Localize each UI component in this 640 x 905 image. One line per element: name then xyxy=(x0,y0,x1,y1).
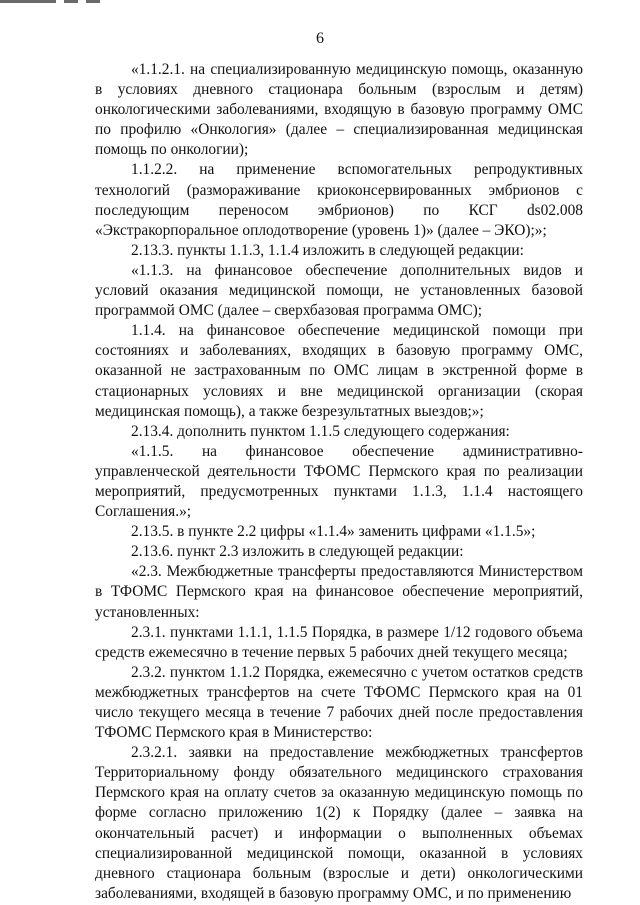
paragraph-2.13.3: 2.13.3. пункты 1.1.3, 1.1.4 изложить в следующей редакции: xyxy=(131,241,524,259)
scan-mark xyxy=(86,0,100,3)
paragraph-1.1.4: 1.1.4. на финансовое обеспечение медицинской помощи при состояниях и заболеваниях, входящих в базовую программу ОМС, оказанной не застрахованным по ОМС лицам в экстренной форме в стационарных условиях и вне медицинской организации (скорая медицинская помощь), а также безрезультатных выездов;»; xyxy=(95,322,583,420)
paragraph-2.13.6: 2.13.6. пункт 2.3 изложить в следующей редакции: xyxy=(131,543,464,561)
scan-mark xyxy=(0,0,56,3)
paragraph-1.1.2.2: 1.1.2.2. на применение вспомогательных репродуктивных технологий (размораживание криоконсервированных эмбрионов с последующим переносом эмбрионов) по КСГ ds02.008 «Экстракорпоральное оплодотворение (уровень 1)» (далее – ЭКО);»; xyxy=(95,161,583,239)
paragraph-1.1.3: «1.1.3. на финансовое обеспечение дополнительных видов и условий оказания медицинской помощи, не установленных базовой программой ОМС (далее – сверхбазовая программа ОМС); xyxy=(95,261,583,320)
paragraph-2.3.1: 2.3.1. пунктами 1.1.1, 1.1.5 Порядка, в размере 1/12 годового объема средств ежемесячно в течение первых 5 рабочих дней текущего месяца; xyxy=(95,623,583,661)
paragraph-2.3: «2.3. Межбюджетные трансферты предоставляются Министерством в ТФОМС Пермского края на финансовое обеспечение мероприятий, установленных: xyxy=(95,563,583,621)
paragraph-2.13.4: 2.13.4. дополнить пунктом 1.1.5 следующего содержания: xyxy=(131,422,510,440)
scan-mark xyxy=(64,0,78,3)
paragraph-2.13.5: 2.13.5. в пункте 2.2 цифры «1.1.4» заменить цифрами «1.1.5»; xyxy=(131,523,536,541)
page-number: 6 xyxy=(316,30,324,47)
document-body xyxy=(95,60,583,904)
paragraph-2.3.2: 2.3.2. пунктом 1.1.2 Порядка, ежемесячно с учетом остатков средств межбюджетных трансфертов на счете ТФОМС Пермского края на 01 число текущего месяца в течение 7 рабочих дней после предоставления ТФОМС Пермского края в Министерство: xyxy=(95,663,583,742)
scan-edge-marks xyxy=(0,0,120,6)
paragraph-2.3.2.1: 2.3.2.1. заявки на предоставление межбюджетных трансфертов Территориальному фонду обязательного медицинского страхования Пермского края на оплату счетов за оказанную медицинскую помощь по форме согласно приложению 1(2) к Порядку (далее – заявка на окончательный расчет) и информации о выполненных объемах специализированной медицинской помощи, оказанной в условиях дневного стационара больным (взрослые и дети) онкологическими заболеваниями, входящей в базовую программу ОМС, и по применению xyxy=(95,744,583,902)
paragraph-1.1.2.1: «1.1.2.1. на специализированную медицинскую помощь, оказанную в условиях дневного стационара больным (взрослым и детям) онкологическими заболеваниями, входящую в базовую программу ОМС по профилю «Онкология» (далее – специализированная медицинская помощь по онкологии); xyxy=(95,61,583,159)
paragraph-1.1.5: «1.1.5. на финансовое обеспечение административно-управленческой деятельности ТФОМС Пермского края по реализации мероприятий, предусмотренных пунктами 1.1.3, 1.1.4 настоящего Соглашения.»; xyxy=(95,442,583,521)
